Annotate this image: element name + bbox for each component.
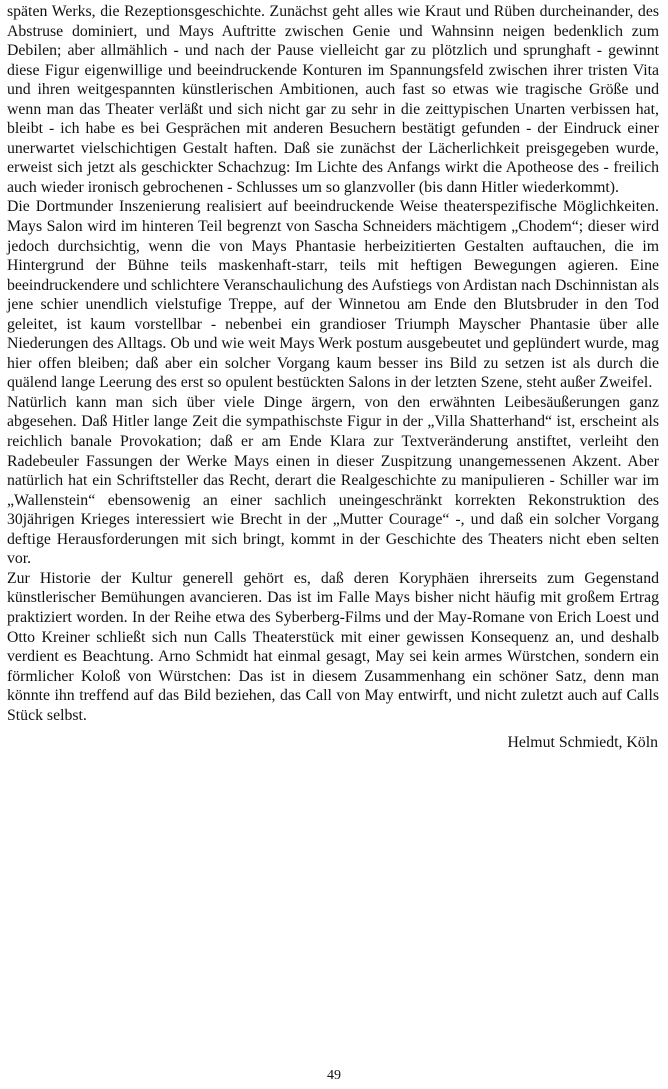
paragraph-1: späten Werks, die Rezeptionsgeschichte. Zunächst geht alles wie Kraut und Rüben durcheinander, des Abstruse dominiert, und Mays Auftritte zwischen Genie und Wahnsinn neigen bedenklich zum Debilen; aber allmählich - und nach der Pause vielleicht gar zu plötzlich und sprunghaft - gewinnt diese Figur eigenwillige und beeindruckende Konturen im Spannungsfeld zwischen ihrer tristen Vita und ihren weitgespannten künstlerischen Ambitionen, auch fast so etwas wie tragische Größe und wenn man das Theater verläßt und sich nicht gar zu sehr in die zeittypischen Unarten verbissen hat, bleibt - ich habe es bei Gesprächen mit anderen Besuchern bestätigt gefunden - der Eindruck einer unerwartet vielschichtigen Gestalt haften. Daß sie zunächst der Lächerlichkeit preisgegeben wurde, erweist sich jetzt als geschickter Schachzug: Im Lichte des Anfangs wirkt die Apotheose des - freilich auch wieder ironisch gebrochenen - Schlusses um so glanzvoller (bis dann Hitler wiederkommt). <box>7 3 659 196</box>
page-number: 49 <box>327 1068 341 1083</box>
paragraph-4: Zur Historie der Kultur generell gehört es, daß deren Koryphäen ihrerseits zum Gegenstand künstlerischer Bemühungen avancieren. Das ist im Falle Mays bisher nicht häufig mit großem Ertrag praktiziert worden. In der Reihe etwa des Syberberg-Films und der May-Romane von Erich Loest und Otto Kreiner schließt sich nun Calls Theaterstück mit einer gewissen Konsequenz an, und deshalb verdient es Beachtung. Arno Schmidt hat einmal gesagt, May sei kein armes Würstchen, sondern ein förmlicher Koloß von Würstchen: Das ist in diesem Zusammenhang ein schöner Satz, denn man könnte ihn treffend auf das Bild beziehen, das Call von May entwirft, und nicht zuletzt auch auf Calls Stück selbst. <box>7 569 659 724</box>
article-body <box>7 2 659 753</box>
paragraph-3: Natürlich kann man sich über viele Dinge ärgern, von den erwähnten Leibesäußerungen ganz abgesehen. Daß Hitler lange Zeit die sympathischste Figur in der „Villa Shatterhand“ ist, erscheint als reichlich banale Provokation; daß er am Ende Klara zur Textveränderung anstiftet, verleiht den Radebeuler Fassungen der Werke Mays einen in dieser Zuspitzung unangemessenen Akzent. Aber natürlich hat ein Schriftsteller das Recht, derart die Realgeschichte zu manipulieren - Schiller war im „Wallenstein“ ebensowenig an einer sachlich uneingeschränkt korrekten Rekonstruktion des 30jährigen Krieges interessiert wie Brecht in der „Mutter Courage“ -, und daß ein solcher Vorgang deftige Herausforderungen mit sich bringt, kommt in der Geschichte des Theaters nicht eben selten vor. <box>7 393 659 568</box>
paragraph-2: Die Dortmunder Inszenierung realisiert auf beeindruckende Weise theaterspezifische Möglichkeiten. Mays Salon wird im hinteren Teil begrenzt von Sascha Schneiders mächtigem „Chodem“; dieser wird jedoch durchsichtig, wenn die von Mays Phantasie herbeizitierten Gestalten auftauchen, die im Hintergrund der Bühne teils maskenhaft-starr, teils mit heftigen Bewegungen agieren. Eine beeindruckendere und schlichtere Veranschaulichung des Aufstiegs von Ardistan nach Dschinnistan als jene schier unendlich vielstufige Treppe, auf der Winnetou am Ende den Blutsbruder in den Tod geleitet, ist kaum vorstellbar - nebenbei ein grandioser Triumph Mayscher Phantasie über alle Niederungen des Alltags. Ob und wie weit Mays Werk postum ausgebeutet und geplündert wurde, mag hier offen bleiben; daß aber ein solcher Vorgang kaum besser ins Bild zu setzen ist als durch die quälend lange Leerung des erst so opulent bestückten Salons in der letzten Szene, steht außer Zweifel. <box>7 198 659 392</box>
author-signature: Helmut Schmiedt, Köln <box>507 734 658 752</box>
